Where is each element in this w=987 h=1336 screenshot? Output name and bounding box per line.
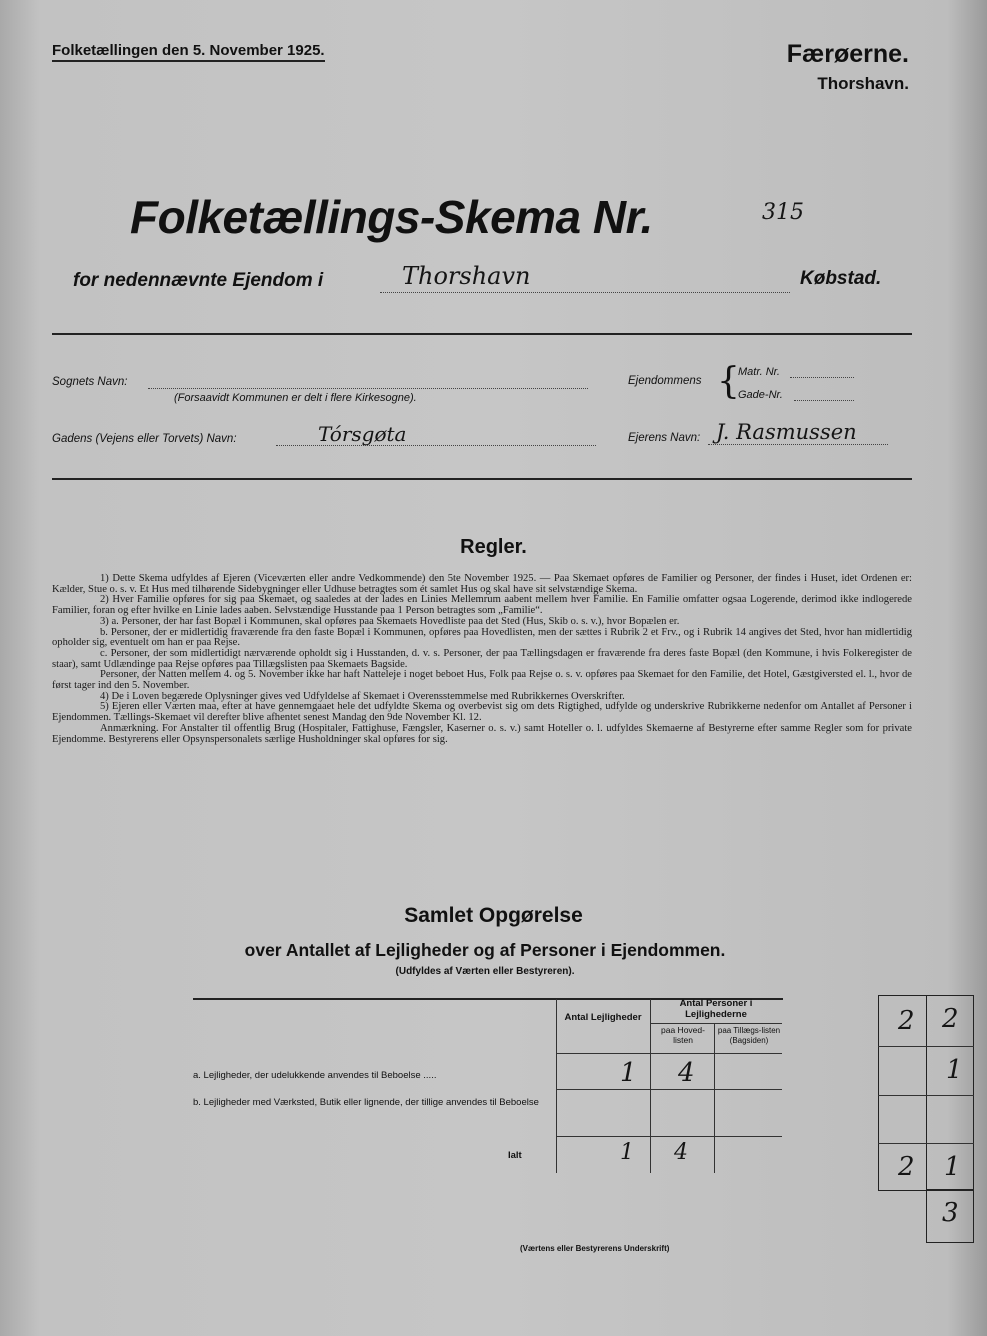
town-name: Thorshavn.: [817, 74, 909, 93]
matr-label: Matr. Nr.: [738, 366, 780, 378]
subtitle-prefix: for nedennævnte Ejendom i: [73, 270, 324, 291]
col-persons-header: Antal Personer i Lejlighederne: [679, 998, 753, 1020]
col-supp-list-header: paa Tillægs-listen (Bagsiden): [717, 1026, 781, 1045]
rule-3-note: Personer, der Natten mellem 4. og 5. November ikke har haft Natteleje i noget beboet Hus, Folk paa Rejse o. s. v. opføres paa Skemaet for den Familie, det Hotel, Gæstgiversted el. l., hvor de først tager ind den 5. November.: [52, 669, 912, 692]
total-main-persons: 4: [674, 1140, 688, 1165]
tally-r2-right: 1: [946, 1055, 963, 1085]
subtitle-suffix: Købstad.: [800, 268, 882, 289]
street-label: Gadens (Vejens eller Torvets) Navn:: [52, 433, 237, 445]
owner-field-line: [708, 444, 888, 445]
property-label: Ejendommens: [628, 375, 702, 387]
tally-r4-right: 1: [944, 1152, 961, 1182]
table-col-2: [650, 999, 651, 1173]
region-name: Færøerne.: [786, 40, 909, 68]
street-no-field-line: [794, 400, 854, 401]
tally-row-line-1: [878, 1046, 974, 1047]
row-a-main-persons: 4: [678, 1058, 695, 1088]
row-a-apartments: 1: [620, 1058, 637, 1088]
summary-subheading: over Antallet af Lejligheder og af Personer i Ejendommen.: [244, 940, 726, 960]
rule-3c: c. Personer, der som midlertidigt nærværende opholdt sig i Husstanden, d. v. s. Personer, der paa Tællingsdagen er fraværende fra deres faste Bopæl (den Kommune, i hvis Folkeregister de staar), samt Udlændinge paa Rejse opføres paa Tillægslisten paa Skemaets Bagside.: [52, 647, 912, 670]
rule-3a: 3) a. Personer, der har fast Bopæl i Kommunen, skal opføres paa Skemaets Hovedliste paa det Sted (Hus, Skib o. s. v.), hvor Bopælen er.: [100, 615, 680, 627]
street-no-label: Gade-Nr.: [738, 389, 783, 401]
parish-note: (Forsaavidt Kommunen er delt i flere Kirkesogne).: [174, 392, 417, 404]
summary-note: (Udfyldes af Værten eller Bestyreren).: [395, 966, 575, 977]
place-handwritten: Thorshavn: [402, 262, 531, 290]
street-value: Tórsgøta: [318, 422, 407, 446]
table-row-a-line: [556, 1089, 782, 1090]
col-apartments-header: Antal Lejligheder: [564, 1012, 642, 1023]
fields-divider: [52, 478, 912, 480]
row-b-label: b. Lejligheder med Værksted, Butik eller lignende, der tillige anvendes til Beboelse: [193, 1097, 539, 1108]
owner-value: J. Rasmussen: [716, 420, 857, 444]
parish-field-line: [148, 388, 588, 389]
matr-field-line: [790, 377, 854, 378]
summary-heading: Samlet Opgørelse: [404, 904, 583, 927]
rules-heading: Regler.: [460, 536, 527, 558]
tally-r4-left: 2: [898, 1152, 915, 1182]
tally-row-line-2: [878, 1095, 974, 1096]
total-apartments: 1: [620, 1140, 634, 1165]
table-sub-header-line: [650, 1023, 782, 1024]
row-a-label: a. Lejligheder, der udelukkende anvendes til Beboelse .....: [193, 1070, 437, 1081]
census-date-line: Folketællingen den 5. November 1925.: [52, 42, 325, 62]
tally-r1-right: 2: [942, 1004, 959, 1034]
table-col-1: [556, 999, 557, 1173]
form-title: Folketællings-Skema Nr.: [130, 191, 653, 243]
street-field-line: [276, 445, 596, 446]
tally-row-line-3: [878, 1143, 974, 1144]
form-number-handwritten: 315: [762, 200, 804, 225]
top-divider: [52, 333, 912, 335]
rules-body: [52, 574, 912, 745]
place-dotted-line: [380, 292, 790, 293]
table-col-3: [714, 1023, 715, 1173]
signature-label: (Værtens eller Bestyrerens Underskrift): [520, 1244, 670, 1253]
parish-label: Sognets Navn:: [52, 376, 128, 388]
table-header-line: [556, 1053, 782, 1054]
rule-remark: Anmærkning. For Anstalter til offentlig Brug (Hospitaler, Fattighuse, Fængsler, Kaserner o. s. v.) samt Hoteller o. l. udfyldes Skemaerne af Bestyrerne efter samme Regler som for private Ejendomme. Bestyrerens eller Opsynspersonalets særlige Husholdninger skal opføres for sig.: [52, 722, 912, 745]
brace-icon: {: [717, 361, 740, 402]
rule-2: 2) Hver Familie opføres for sig paa Skemaet, og saaledes at der lades en Linies Mellemrum aabent mellem hver Familie. En Familie omfatter ogsaa Logerende, derimod ikke indlogerede Familier, foran og efter hvilke en Linie lades aaben. Selvstændige Husstande paa 1 Person betragtes som „Familie“.: [52, 594, 912, 617]
owner-label: Ejerens Navn:: [628, 432, 701, 444]
rule-1: 1) Dette Skema udfyldes af Ejeren (Viceværten eller andre Vedkommende) den 5te November 1925. — Paa Skemaet opføres de Familier og Personer, der findes i Huset, idet Ordenen er: Kælder, Stue o. s. v. Et Hus med tilhørende Sidebygninger eller Udhuse betragtes som ét samlet Hus og skal have sit selvstændige Skema.: [52, 573, 912, 595]
tally-r5-right: 3: [942, 1198, 959, 1228]
tally-r1-left: 2: [898, 1006, 915, 1036]
rule-5: 5) Ejeren eller Værten maa, efter at have gennemgaaet hele det udfyldte Skema og overbevist sig om dets Rigtighed, udfylde og underskrive Rubrikkerne nedenfor om Antallet af Personer i Ejendommen. Tællings-Skemaet vil derefter blive afhentet senest Mandag den 9de November Kl. 12.: [52, 701, 912, 724]
rule-4: 4) De i Loven begærede Oplysninger gives ved Udfyldelse af Skemaet i Overensstemmelse med Rubrikkernes Overskrifter.: [100, 690, 625, 702]
col-main-list-header: paa Hoved-listen: [661, 1025, 705, 1045]
rule-3b: b. Personer, der er midlertidig fraværende fra den faste Bopæl i Kommunen, opføres paa Hovedlisten, men der sættes i Rubrik 2 et Frv., og i Rubrik 14 angives det Sted, hvor han midlertidig opholder sig, eventuelt om han er paa Rejse.: [52, 626, 912, 649]
table-row-b-line: [556, 1136, 782, 1137]
row-total-label: Ialt: [508, 1150, 522, 1161]
